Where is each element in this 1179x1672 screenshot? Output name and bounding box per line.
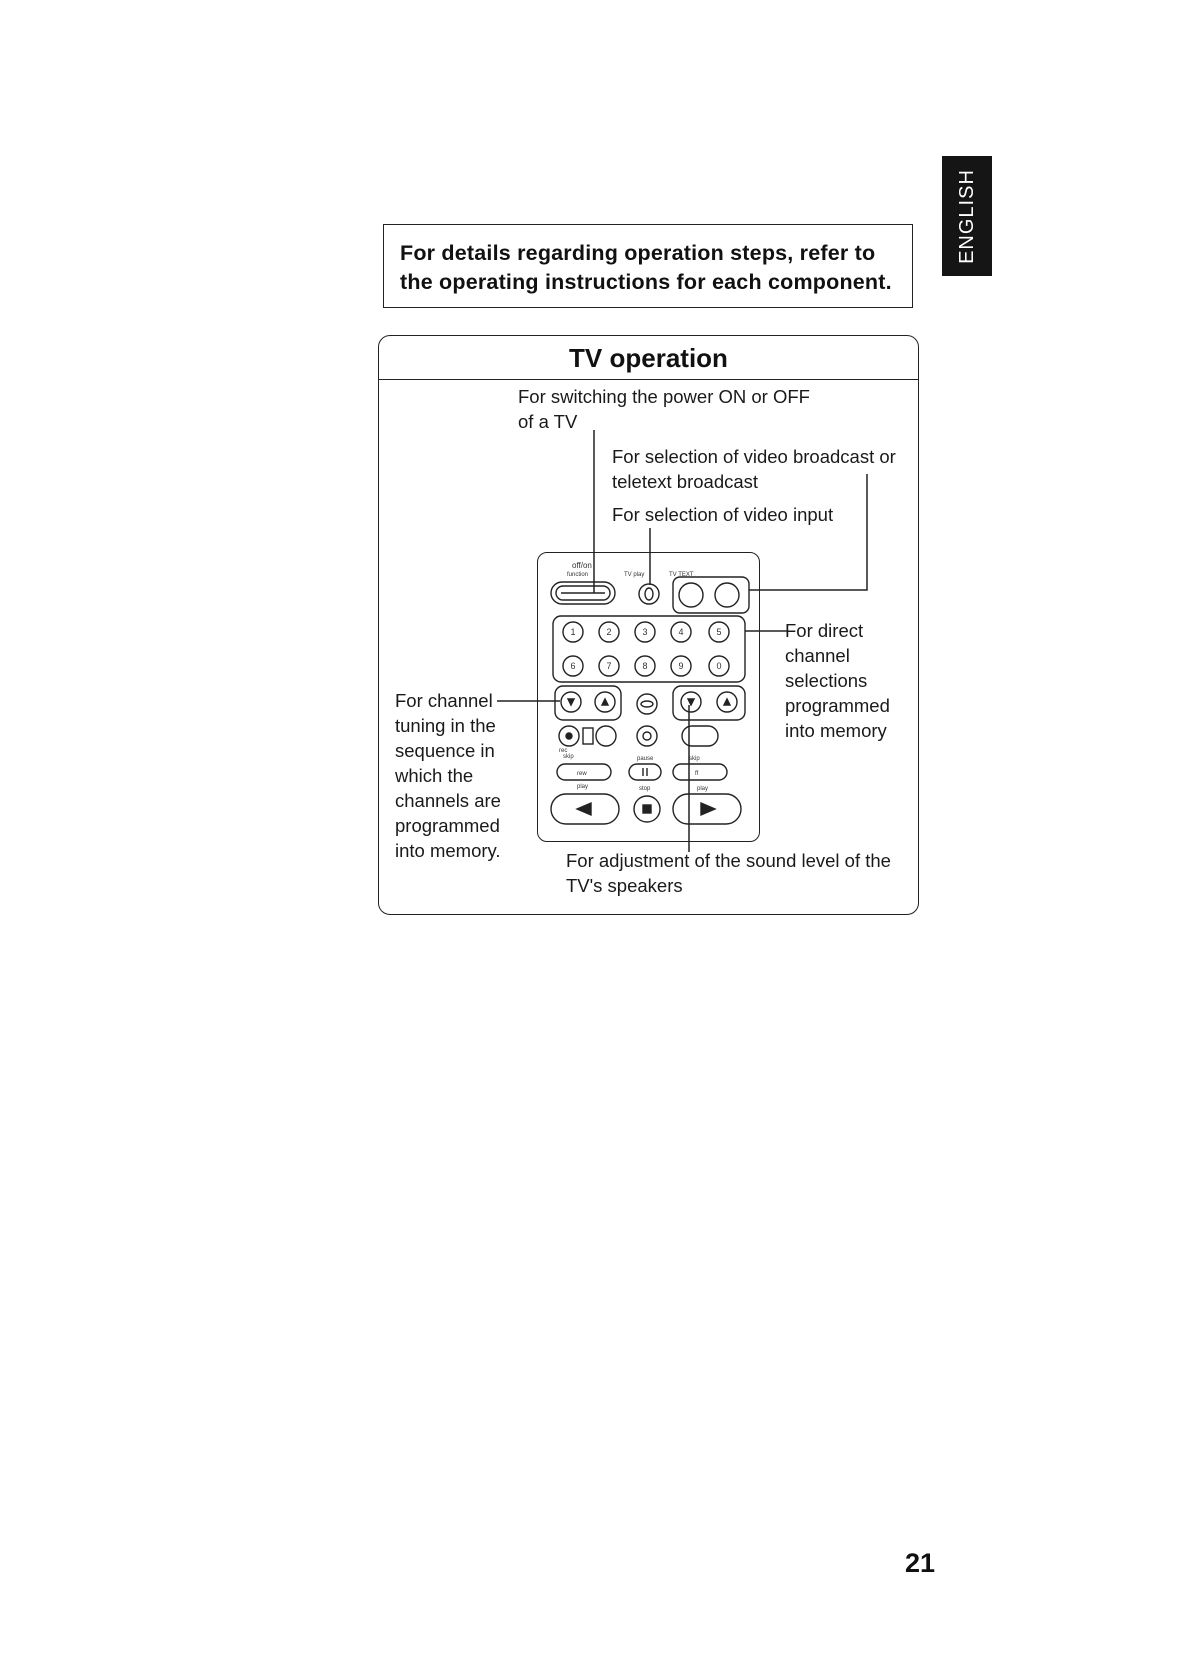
annotation-broadcast-line-1: For selection of video broadcast or [612,446,896,467]
video-input-mark [645,588,653,600]
key-3-label: 3 [642,627,648,637]
label-function: function [567,572,589,578]
notice-line-2: the operating instructions for each component. [400,270,892,294]
annotation-power-line-1: For switching the power ON or OFF [518,386,810,407]
mute-button[interactable] [637,694,657,714]
label-play: play [697,786,709,792]
annotation-power-line-2: of a TV [518,411,578,432]
key-7-label: 7 [606,661,612,671]
volume-up-icon [724,699,730,705]
auto-rec-button[interactable] [637,726,657,746]
label-rec: rec [559,748,568,754]
tv-text-group [673,577,749,613]
language-tab-label: ENGLISH [955,168,978,264]
annotation-power [518,384,810,434]
annotation-tuning-line-2: tuning in the [395,715,496,736]
annotation-volume [566,848,891,898]
rec-indicator [583,728,593,744]
key-8-label: 8 [642,661,648,671]
rec-mode-button[interactable] [596,726,616,746]
annotation-direct-line-1: For direct [785,620,864,641]
reverse-play-icon [577,803,591,815]
rec-icon [566,733,572,739]
volume-down-icon [688,699,694,705]
label-skip-fwd: skip [689,756,700,762]
key-9-label: 9 [678,661,684,671]
annotation-tuning-line-5: channels are [395,790,501,811]
remote-illustration [537,552,760,842]
label-tv-text: TV TEXT [669,572,694,578]
label-skip-back: skip [563,754,574,760]
key-4-label: 4 [678,627,684,637]
video-input-button[interactable] [639,584,659,604]
annotation-channel-tuning [395,688,501,863]
text-button[interactable] [715,583,739,607]
annotation-tuning-line-7: into memory. [395,840,501,861]
annotation-direct-line-5: into memory [785,720,887,741]
key-6-label: 6 [570,661,576,671]
key-5-label: 5 [716,627,722,637]
language-tab [942,156,992,276]
tv-mute-button[interactable] [682,726,718,746]
annotation-broadcast-line-2: teletext broadcast [612,471,759,492]
annotation-direct-channel [785,618,890,743]
channel-updown-group [555,686,621,720]
key-0-label: 0 [716,661,722,671]
annotation-direct-line-2: channel [785,645,850,666]
stop-icon [643,805,651,813]
annotation-volume-line-1: For adjustment of the sound level of the [566,850,891,871]
label-pause: pause [637,756,654,762]
pause-button[interactable] [629,764,661,780]
auto-rec-icon [643,732,651,740]
annotation-tuning-line-3: sequence in [395,740,495,761]
annotation-tuning-line-6: programmed [395,815,500,836]
annotation-video-input: For selection of video input [612,504,834,525]
annotation-volume-line-2: TV's speakers [566,875,683,896]
volume-group [673,686,745,720]
annotation-direct-line-4: programmed [785,695,890,716]
panel-title: TV operation [569,343,728,373]
key-2-label: 2 [606,627,612,637]
play-icon [701,803,715,815]
annotation-tuning-line-4: which the [395,765,474,786]
channel-up-icon [602,699,608,705]
mute-icon [641,701,653,707]
label-rew: rew [577,771,587,777]
annotation-direct-line-3: selections [785,670,868,691]
fast-forward-button[interactable] [673,764,727,780]
tv-button[interactable] [679,583,703,607]
numeric-key-group [553,616,745,682]
channel-down-icon [568,699,574,705]
notice-box [383,224,913,308]
key-1-label: 1 [570,627,576,637]
annotation-tuning-line-1: For channel [395,690,493,711]
annotation-broadcast [612,444,896,494]
page-number: 21 [905,1548,936,1578]
label-off-on: off/on [572,561,592,570]
label-play-back: play [577,784,589,790]
label-stop: stop [639,786,651,792]
notice-line-1: For details regarding operation steps, refer to [400,241,876,265]
label-tv-play: TV play [624,572,645,578]
label-ff: ff [695,771,699,777]
